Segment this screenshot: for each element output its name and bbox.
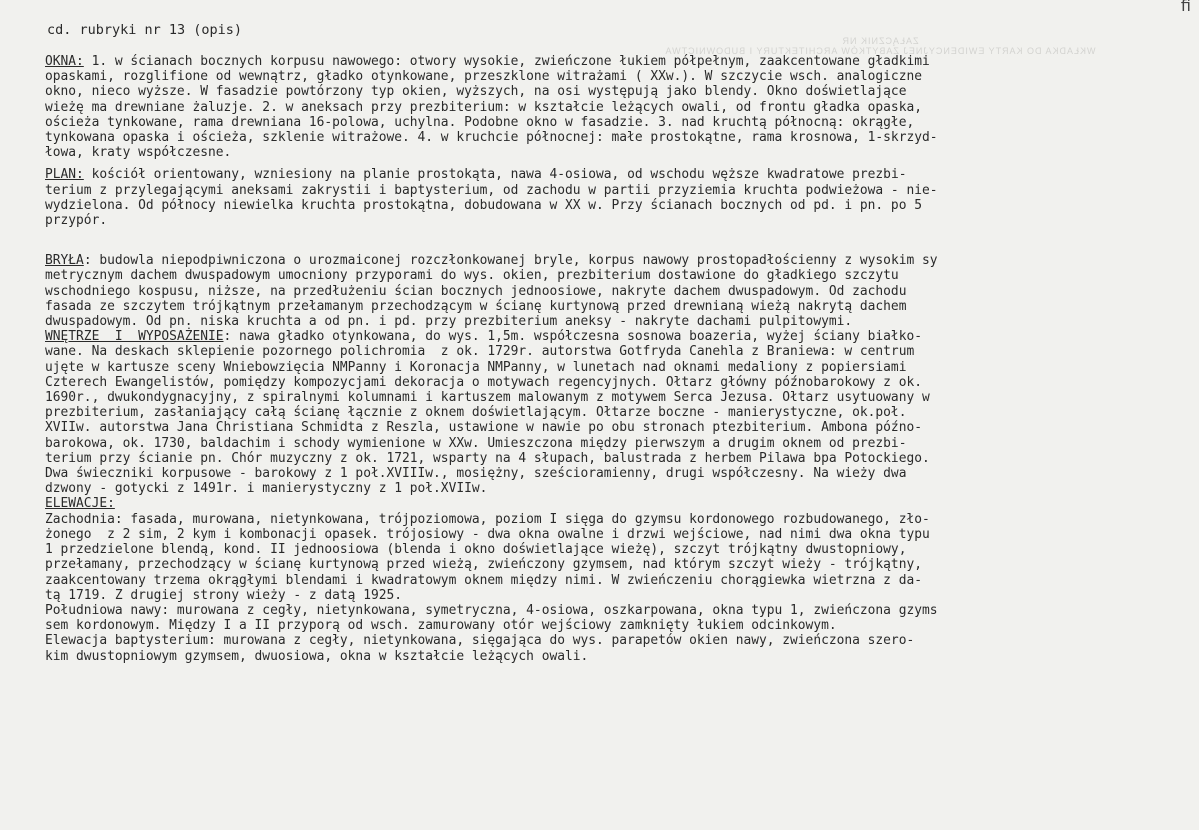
okna-line: łowa, kraty współczesne. — [45, 145, 232, 161]
bleed-through-line-1: ZAŁĄCZNIK NR — [841, 36, 919, 46]
section-elewacje — [45, 496, 1185, 663]
wnetrze-label: WNĘTRZE I WYPOSAŻENIE — [45, 329, 224, 345]
wnetrze-line: 1690r., dwukondygnacyjny, z spiralnymi kolumnami i kartuszem malowanym z motywem Serca Jezusa. Ołtarz usytuowany w — [45, 390, 930, 406]
elewacje-line: kim dwustopniowym gzymsem, dwuosiowa, okna w kształcie leżących owali. — [45, 648, 589, 664]
okna-line: okno, nieco wyższe. W fasadzie powtórzony typ okien, wyższych, na osi występują jako blendy. Okno doświetlające — [45, 84, 907, 100]
bleed-through-line-2: WKŁADKA DO KARTY EWIDENCYJNEJ ZABYTKÓW ARCHITEKTURY I BUDOWNICTWA — [664, 46, 1096, 56]
spacer — [45, 228, 1185, 253]
spacer — [45, 160, 1185, 167]
bryla-line: metrycznym dachem dwuspadowym umocniony przyporami do wys. okien, prezbiterium dostawione do gładkiego szczytu — [45, 268, 899, 284]
elewacje-line: Zachodnia: fasada, murowana, nietynkowana, trójpoziomowa, poziom I sięga do gzymsu kordonowego rozbudowanego, zło- — [45, 511, 930, 527]
document-body — [45, 54, 1185, 664]
elewacje-line: tą 1719. Z drugiej strony wieży - z datą 1925. — [45, 587, 402, 603]
okna-line — [45, 54, 1185, 69]
wnetrze-line-text: : nawa gładko otynkowana, do wys. 1,5m. współczesna sosnowa boazeria, wyżej ściany białko- — [223, 329, 922, 345]
bryla-label: BRYŁA — [45, 253, 84, 269]
elewacje-line: przełamany, przechodzący w ścianę kurtynową przed wieżą, zwieńczony gzymsem, nad którym szczyt wieży - trójkątny, — [45, 557, 922, 573]
elewacje-line: 1 przedzielone blendą, kond. II jednoosiowa (blenda i okno doświetlające wieżę), szczyt trójkątny dwustopniowy, — [45, 542, 907, 558]
elewacje-line: żonego z 2 sim, 2 kym i kombonacji opasek. trójosiowy - dwa okna owalne i drzwi wejściowe, nad nimi dwa okna typu — [45, 526, 930, 542]
okna-line: opaskami, rozglifione od wewnątrz, gładko otynkowane, przeszklone witrażami ( XXw.). W szczycie wsch. analogiczne — [45, 69, 922, 85]
bryla-line: dwuspadowym. Od pn. niska kruchta a od pn. i pd. przy prezbiterium aneksy - nakryte dachami pulpitowymi. — [45, 314, 853, 330]
okna-line-text: 1. w ścianach bocznych korpusu nawowego: otwory wysokie, zwieńczone łukiem półpełnym, zaakcentowane gładkimi — [83, 54, 930, 69]
plan-line-text: kościół orientowany, wzniesiony na planie prostokąta, nawa 4-osiowa, od wschodu węższe kwadratowe prezbi- — [83, 167, 907, 183]
wnetrze-line: Dwa świeczniki korpusowe - barokowy z 1 poł.XVIIIw., mosiężny, sześcioramienny, drugi współczesny. Na wieży dwa — [45, 466, 907, 482]
page-header: cd. rubryki nr 13 (opis) — [47, 22, 243, 38]
okna-line: wieżę ma drewniane żaluzje. 2. w aneksach przy prezbiterium: w kształcie leżących owali, od frontu gładka opaska, — [45, 99, 922, 115]
wnetrze-line: Czterech Ewangelistów, pomiędzy kompozycjami dekoracja o motywach regencyjnych. Ołtarz główny późnobarokowy z ok. — [45, 374, 922, 390]
elewacje-label: ELEWACJE: — [45, 496, 115, 512]
wnetrze-line: prezbiterium, zasłaniający całą ścianę łącznie z oknem doświetlającym. Ołtarze boczne - manierystyczne, ok.poł. — [45, 405, 907, 421]
section-bryla — [45, 253, 1185, 329]
elewacje-line: Elewacja baptysterium: murowana z cegły, nietynkowana, sięgająca do wys. parapetów okien nawy, zwieńczona szero- — [45, 633, 915, 649]
plan-line — [45, 167, 1185, 182]
wnetrze-line: dzwony - gotycki z 1491r. i manierystyczny z 1 poł.XVIIw. — [45, 481, 488, 497]
bryla-line-text: : budowla niepodpiwniczona o urozmaiconej rozczłonkowanej bryle, korpus nawowy prostopadłościenny z wysokim sy — [83, 253, 938, 269]
bryla-line — [45, 253, 1185, 268]
elewacje-line: zaakcentowany trzema okrągłymi blendami i kwadratowym oknem między nimi. W zwieńczeniu chorągiewka wietrzna z da- — [45, 572, 922, 588]
okna-line: ościeża tynkowane, rama drewniana 16-polowa, uchylna. Podobne okno w fasadzie. 3. nad kruchtą północną: okrągłe, — [45, 114, 915, 130]
wnetrze-line: barokowa, ok. 1730, baldachim i schody wymienione w XXw. Umieszczona między pierwszym a drugim oknem od prezbi- — [45, 435, 907, 451]
bryla-line: wschodniego kospusu, niższe, na przedłużeniu ścian bocznych jednoosiowe, nakryte dachem dwuspadowym. Od zachodu — [45, 283, 907, 299]
corner-mark: ﬁ — [1180, 0, 1191, 15]
wnetrze-line: XVIIw. autorstwa Jana Christiana Schmidta z Reszla, ustawione w nawie po obu stronach ptezbiterium. Ambona późno- — [45, 420, 922, 436]
plan-line: przypór. — [45, 213, 108, 229]
elewacje-line: Południowa nawy: murowana z cegły, nietynkowana, symetryczna, 4-osiowa, oszkarpowana, okna typu 1, zwieńczona gzyms — [45, 602, 938, 618]
section-wnetrze — [45, 329, 1185, 496]
wnetrze-line: wane. Na deskach sklepienie pozornego polichromia z ok. 1729r. autorstwa Gotfryda Canehla z Braniewa: w centrum — [45, 344, 915, 360]
bryla-line: fasada ze szczytem trójkątnym przełamanym przechodzącym w ścianę kurtynową przed drewnianą wieżą nakrytą dachem — [45, 298, 907, 314]
plan-line: wydzielona. Od północy niewielka kruchta prostokątna, dobudowana w XX w. Przy ścianach bocznych od pd. i pn. po 5 — [45, 197, 922, 213]
section-plan — [45, 167, 1185, 228]
okna-label: OKNA: — [45, 54, 84, 69]
wnetrze-line — [45, 329, 1185, 344]
okna-line: tynkowana opaska i ościeża, szklenie witrażowe. 4. w kruchcie północnej: małe prostokątne, rama krosnowa, 1-skrzyd- — [45, 130, 938, 146]
plan-label: PLAN: — [45, 167, 84, 183]
section-okna — [45, 54, 1185, 160]
plan-line: terium z przylegającymi aneksami zakrystii i baptysterium, od zachodu w partii przyziemia kruchta podwieżowa - nie- — [45, 182, 938, 198]
wnetrze-line: ujęte w kartusze sceny Wniebowzięcia NMPanny i Koronacja NMPanny, w lunetach nad oknami medaliony z popiersiami — [45, 359, 907, 375]
elewacje-line: sem kordonowym. Między I a II przyporą od wsch. zamurowany otór wejściowy zamknięty łukiem odcinkowym. — [45, 618, 837, 634]
wnetrze-line: terium przy ścianie pn. Chór muzyczny z ok. 1721, wsparty na 4 słupach, balustrada z herbem Pilawa bpa Potockiego. — [45, 450, 930, 466]
bleed-through-text — [560, 36, 1199, 56]
